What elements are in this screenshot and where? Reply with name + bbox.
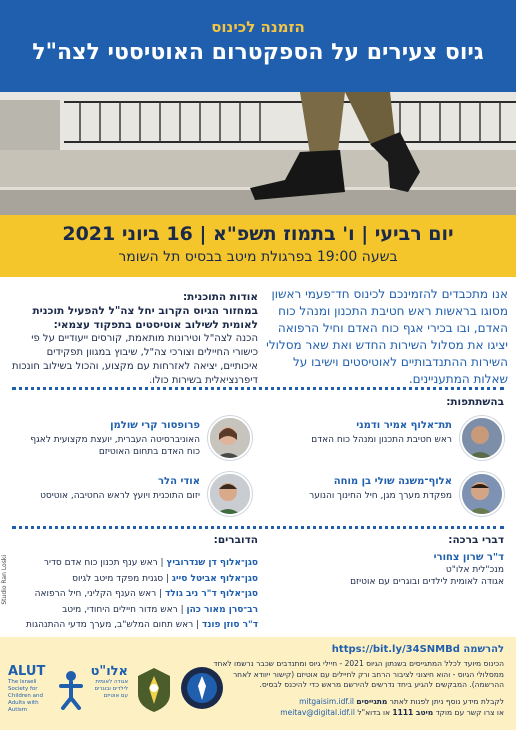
participant-role: מפקדת מערך מגן, חיל החינוך והנוער [309,491,452,501]
participant-card [12,472,252,522]
speaker-role: סגנית מפקד מיטב לגיוס [72,573,164,584]
contact-line-1 [204,696,504,707]
alut-he-name: אלו"ט [90,664,128,679]
speaker-row: ד"ר סוזן פונד | ראש תחום המלש"ב, מערך מדעי ההתנהגות [26,620,258,630]
contact-text: או בדוא"ל [357,708,390,717]
photo-credit: Studio Ran Loski [1,555,8,605]
participant-role: ראש חטיבת התכנון ומנהל כוח האדם [311,435,452,445]
event-title: גיוס צעירים על הספקטרום האוטיסטי לצה"ל [32,40,484,65]
greeting-role: מנכ"לית אלו"ט [445,565,504,575]
registration-line [332,644,504,655]
invitation-subtitle: הזמנה לכינוס [211,18,305,36]
speaker-role: ראש ענף תכנון כוח אדם סדיר [43,558,158,568]
greeting-name: ד"ר שרון צחורי [433,552,504,563]
contact-line-2 [204,707,504,718]
speaker-name: ד"ר סוזן פונד [202,620,258,630]
idf-emblem-icon [134,666,174,718]
intro-text: אנו מתכבדים להזמינכם לכינוס חד־פעמי ראשון מסוגו בראשות ראש חטיבת התכנון ומנהל כוח האדם, ובו בכירי אגף כוח האדם וחיל הרפואה יציגו את מסלול השירות החדש ואת שאר מסלולי השירות ההתנדבותיים לאוטיסטים וישיבו על שאלות המתעניינים. [266,287,508,386]
speaker-row: סגן־אלוף דן שנדרוביץ | ראש ענף תכנון כוח אדם סדיר [43,558,258,568]
greeting-block [264,552,504,588]
contact-text: או צרו קשר עם מוקד [435,708,504,717]
alut-en-sub: The Israeli Society for Children and Adults with Autism [8,679,43,713]
speaker-name: סגן־אלוף אביטל סייג [171,573,258,584]
participant-role: האוניברסיטה העברית, יועצת מקצועית לאגף כוח האדם בתחום האוטיזם [30,435,200,457]
divider [12,526,504,529]
soldier-boots-photo [0,92,516,215]
avatar [208,416,252,460]
participant-name: אלוף־משנה שולי בן מוחה [333,476,452,487]
speakers-label: הדוברים: [213,534,258,546]
registration-label: להרשמה [463,644,504,655]
manpower-directorate-icon [180,666,224,714]
participant-role: יזום התוכנית ויועץ לראש החטיבה, אוטיסט [40,491,200,501]
contact-email-link[interactable]: meitav@digital.idf.il [280,708,355,717]
greeting-label: דברי ברכה: [448,534,504,546]
participant-card [12,416,252,466]
alut-he-sub: אגודה לאומית לילדים ובוגרים עם אוטיזם [94,679,128,699]
about-subheading: במחזור הגיוס הקרוב יחל צה"ל להפעיל תוכנית לאומית לשילוב אוטיסטים בתפקוד עצמאי: [32,305,258,331]
footer-contacts [204,696,504,718]
participant-name: תת־אלוף אמיר ודמני [356,420,452,431]
header-banner [0,0,516,92]
about-section [8,290,258,388]
contact-site-link[interactable]: mitgaisim.idf.il [299,697,355,706]
speaker-name: סגן־אלוף דן שנדרוביץ [166,558,258,568]
contact-unit: מיטב 1111 [392,708,434,717]
alut-figure-icon [56,670,86,714]
event-time-location: בשעה 19:00 בפרגולת מיטב בבסיס תל השומר [118,249,398,265]
participant-name: אודי הלר [158,476,200,487]
footer-text: הכינוס מיועד לכלל המתגייסים בשנתון הגיוס 2021 - חיילי גיוס ומתנדבים שכבר נרשמו לאחד ממסלולי הגיוס - והוא חיצוני לציבור הרחב ורק לחיילים עם אוטיזם (קישור ייוודא לאחר ההרשמה). המבקשים להגיע ביחד נדרשים להירשם מראש כדי להיכנס לבסיס. [213,659,504,689]
divider [12,387,504,390]
greeting-org: אגודה לאומית לילדים ובוגרים עם אוטיזם [350,577,504,587]
speakers-list [8,556,258,634]
alut-hebrew-logo [88,664,128,700]
speaker-row: רב־סרן מאור כהן | ראש מדור חיילים היחודי, מיטב [62,604,258,615]
photo-illustration [0,92,516,215]
avatar [460,472,504,516]
alut-en-name: ALUT [8,664,46,679]
alut-english-logo [8,664,54,714]
speaker-name: סגן־אלוף ד"ר ניב גולד [165,589,258,599]
contact-text: לקבלת מידע נוסף ניתן לפנות לאתר [389,697,504,706]
logos-row [8,664,224,720]
speaker-role: ראש תחום המלש"ב, מערך מדעי ההתנהגות [26,620,194,630]
about-heading: אודות התוכנית: [182,291,258,303]
participants-label: בהשתתפות: [446,396,504,408]
speaker-row: סגן־אלוף אביטל סייג | סגנית מפקד מיטב לגיוס [72,573,258,584]
participant-card [264,416,504,466]
event-date: יום רביעי | ו' בתמוז תשפ"א | 16 ביוני 2021 [62,223,454,245]
speaker-name: רב־סרן מאור כהן [186,604,258,615]
date-band [0,215,516,277]
contact-site-name: מתגייסים [356,697,388,706]
registration-link[interactable]: https://bit.ly/34SNMBd [331,644,460,655]
speaker-role: ראש הענף הקליני, חיל הרפואה [34,589,157,599]
about-body: הכנה לצה"ל וטירונות מותאמת, קורסים ייעודיים על פי כישורי החיילים וצורכי צה"ל, שיבוץ במגוון תפקידים איכותיים, יציאה לאזרחות עם מקצוע, והכול בשילוב חונכות דיפרנציאלית בשירות כולו. [12,333,258,386]
speaker-row: סגן־אלוף ד"ר ניב גולד | ראש הענף הקליני, חיל הרפואה [34,589,258,599]
avatar [208,472,252,516]
participant-card [264,472,504,522]
speaker-role: ראש מדור חיילים היחודי, מיטב [62,604,178,615]
avatar [460,416,504,460]
participant-name: פרופסור קרי שולמן [110,420,200,431]
